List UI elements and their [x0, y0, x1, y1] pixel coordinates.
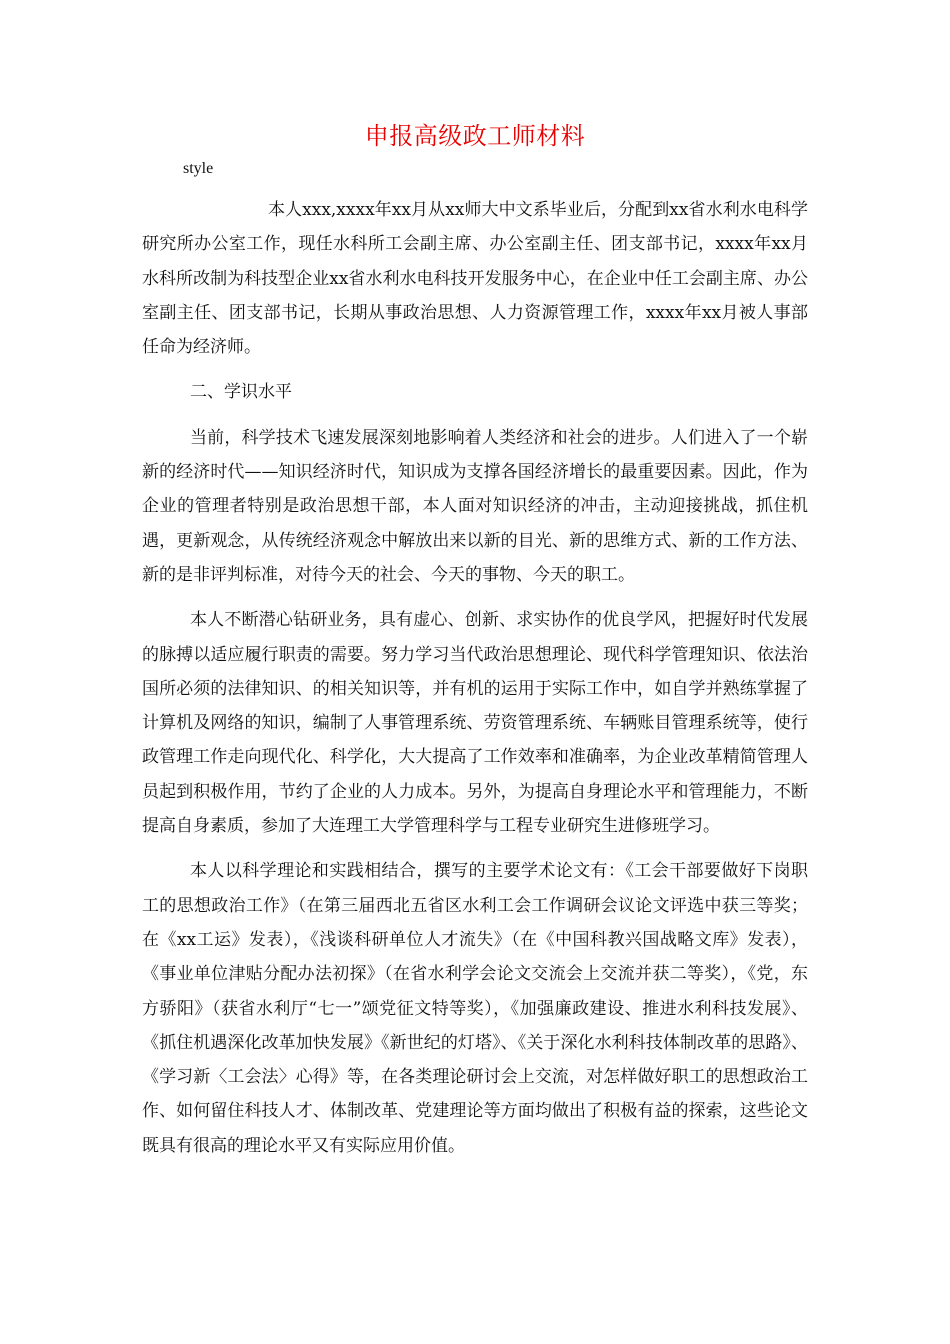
- paragraph-knowledge-economy: 当前，科学技术飞速发展深刻地影响着人类经济和社会的进步。人们进入了一个崭新的经济时代——知识经济时代，知识成为支撑各国经济增长的最重要因素。因此，作为企业的管理者特别是政治思想干部，本人面对知识经济的冲击，主动迎接挑战，抓住机遇，更新观念，从传统经济观念中解放出来以新的目光、新的思维方式、新的工作方法、新的是非评判标准，对待今天的社会、今天的事物、今天的职工。: [142, 427, 808, 585]
- paragraph-self-study: 本人不断潜心钻研业务，具有虚心、创新、求实协作的优良学风，把握好时代发展的脉搏以适应履行职责的需要。努力学习当代政治思想理论、现代科学管理知识、依法治国所必须的法律知识、的相关知识等，并有机的运用于实际工作中，如自学并熟练掌握了计算机及网络的知识，编制了人事管理系统、劳资管理系统、车辆账目管理系统等，使行政管理工作走向现代化、科学化，大大提高了工作效率和准确率，为企业改革精简管理人员起到积极作用，节约了企业的人力成本。另外，为提高自身理论水平和管理能力，不断提高自身素质，参加了大连理工大学管理科学与工程专业研究生进修班学习。: [142, 610, 808, 837]
- paragraph-publications: 本人以科学理论和实践相结合，撰写的主要学术论文有：《工会干部要做好下岗职工的思想政治工作》（在第三届西北五省区水利工会工作调研会议论文评选中获三等奖；在《xx工运》发表），《浅谈科研单位人才流失》（在《中国科教兴国战略文库》发表），《事业单位津贴分配办法初探》（在省水利学会论文交流会上交流并获二等奖），《党，东方骄阳》（获省水利厅“七一”颂党征文特等奖），《加强廉政建设、推进水利科技发展》、《抓住机遇深化改革加快发展》《新世纪的灯塔》、《关于深化水利科技体制改革的思路》、《学习新〈工会法〉心得》等，在各类理论研讨会上交流，对怎样做好职工的思想政治工作、如何留住科技人才、体制改革、党建理论等方面均做出了积极有益的探索，这些论文既具有很高的理论水平又有实际应用价值。: [142, 861, 808, 1156]
- document-title: 申报高级政工师材料: [364, 122, 586, 150]
- document-body: [142, 193, 808, 1174]
- style-label: style: [183, 160, 214, 177]
- section-heading-knowledge: 二、学识水平: [190, 382, 292, 403]
- paragraph-intro: 本人xxx,xxxx年xx月从xx师大中文系毕业后，分配到xx省水利水电科学研究所办公室工作，现任水科所工会副主席、办公室副主任、团支部书记，xxxx年xx月水科所改制为科技型企业xx省水利水电科技开发服务中心，在企业中任工会副主席、办公室副主任、团支部书记，长期从事政治思想、人力资源管理工作，xxxx年xx月被人事部任命为经济师。: [142, 200, 808, 358]
